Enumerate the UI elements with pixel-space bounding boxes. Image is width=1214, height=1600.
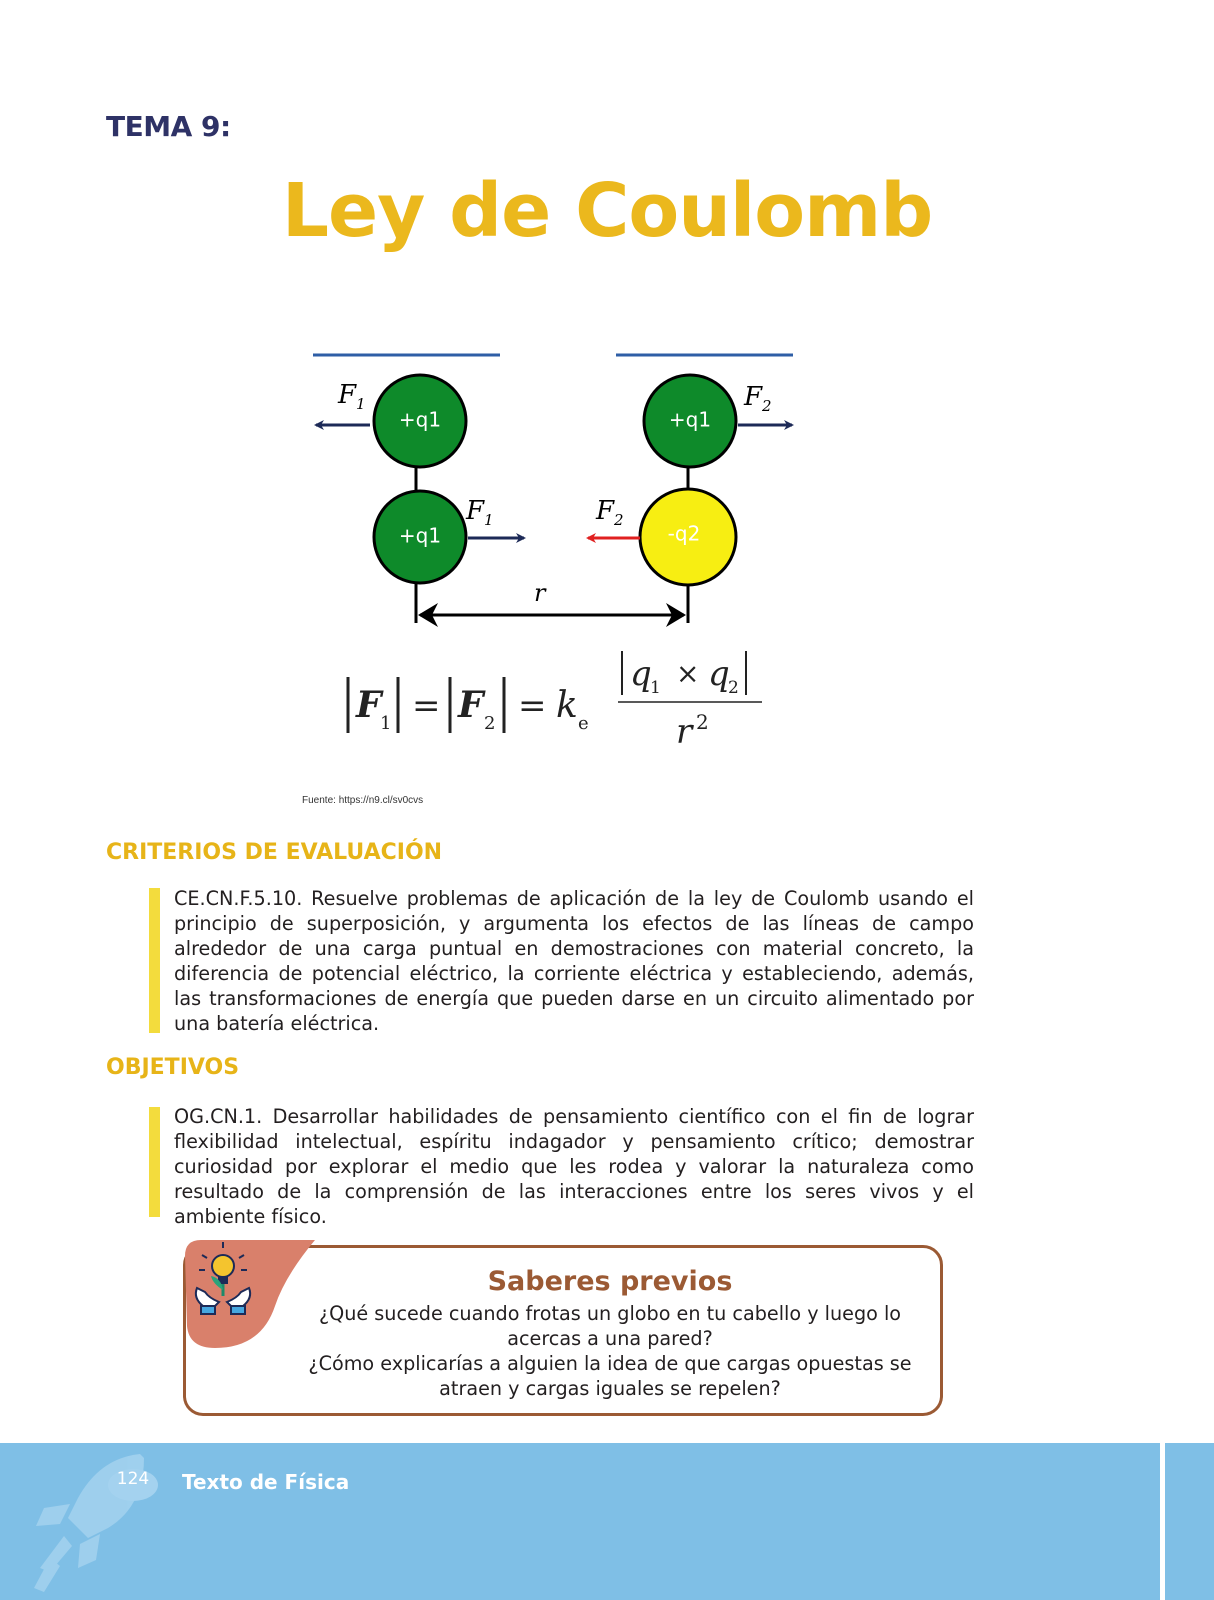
svg-text:×: × <box>676 657 700 690</box>
svg-text:=: = <box>518 686 547 726</box>
svg-text:k: k <box>556 685 578 726</box>
footer-edge-strip <box>1165 1443 1214 1600</box>
criterios-accent-bar <box>149 888 160 1033</box>
svg-text:=: = <box>412 686 441 726</box>
criterios-text: CE.CN.F.5.10. Resuelve problemas de aplicación de la ley de Coulomb usando el principio de superposición, y argumenta los efectos de las líneas de campo alrededor de una carga puntual en demostraciones con material concreto, la diferencia de potencial eléctrico, la corriente eléctrica y estableciendo, además, las transformaciones de energía que pueden darse en un circuito alimentado por una batería eléctrica. <box>174 887 974 1035</box>
svg-text:F: F <box>458 684 484 726</box>
svg-text:1: 1 <box>650 678 661 698</box>
force-label-bottom-right: $F_2$ <box>596 496 624 529</box>
coulomb-diagram <box>300 345 800 755</box>
charge-top-left-label: +q1 <box>398 407 442 432</box>
charge-bottom-right-label: -q2 <box>667 521 701 546</box>
coulomb-formula <box>348 651 762 752</box>
criterios-heading: CRITERIOS DE EVALUACIÓN <box>106 840 443 865</box>
svg-text:e: e <box>578 713 589 734</box>
force-label-top-left: $F_1$ <box>338 380 366 413</box>
charge-top-right-label: +q1 <box>668 407 712 432</box>
objetivos-accent-bar <box>149 1107 160 1217</box>
svg-text:F: F <box>356 684 382 726</box>
saberes-question-1: ¿Qué sucede cuando frotas un globo en tu cabello y luego lo acercas a una pared? <box>318 1302 902 1350</box>
image-source: Fuente: https://n9.cl/sv0cvs <box>302 795 424 806</box>
page-title: Ley de Coulomb <box>281 168 933 254</box>
saberes-title: Saberes previos <box>487 1266 733 1297</box>
svg-text:2: 2 <box>696 710 709 734</box>
book-title: Texto de Física <box>182 1470 350 1494</box>
svg-text:2: 2 <box>728 678 739 698</box>
svg-text:1: 1 <box>380 713 392 734</box>
force-label-bottom-left: $F_1$ <box>466 496 494 529</box>
objetivos-heading: OBJETIVOS <box>106 1055 240 1080</box>
svg-text:q: q <box>708 654 730 694</box>
svg-text:r: r <box>676 712 693 752</box>
distance-label: r <box>534 579 546 607</box>
force-label-top-right: $F_2$ <box>744 382 772 415</box>
svg-text:2: 2 <box>484 713 496 734</box>
svg-text:q: q <box>630 654 652 694</box>
saberes-question-2: ¿Cómo explicarías a alguien la idea de que cargas opuestas se atraen y cargas iguales se repelen? <box>308 1352 912 1400</box>
page-number: 124 <box>108 1469 158 1501</box>
objetivos-text: OG.CN.1. Desarrollar habilidades de pensamiento científico con el fin de lograr flexibilidad intelectual, espíritu indagador y pensamiento crítico; demostrar curiosidad por explorar el medio que les rodea y valorar la naturaleza como resultado de la comprensión de las interacciones entre los seres vivos y el ambiente físico. <box>174 1105 974 1228</box>
footer-band <box>0 1443 1160 1600</box>
topic-number: TEMA 9: <box>106 110 231 143</box>
charge-bottom-left-label: +q1 <box>398 523 442 548</box>
